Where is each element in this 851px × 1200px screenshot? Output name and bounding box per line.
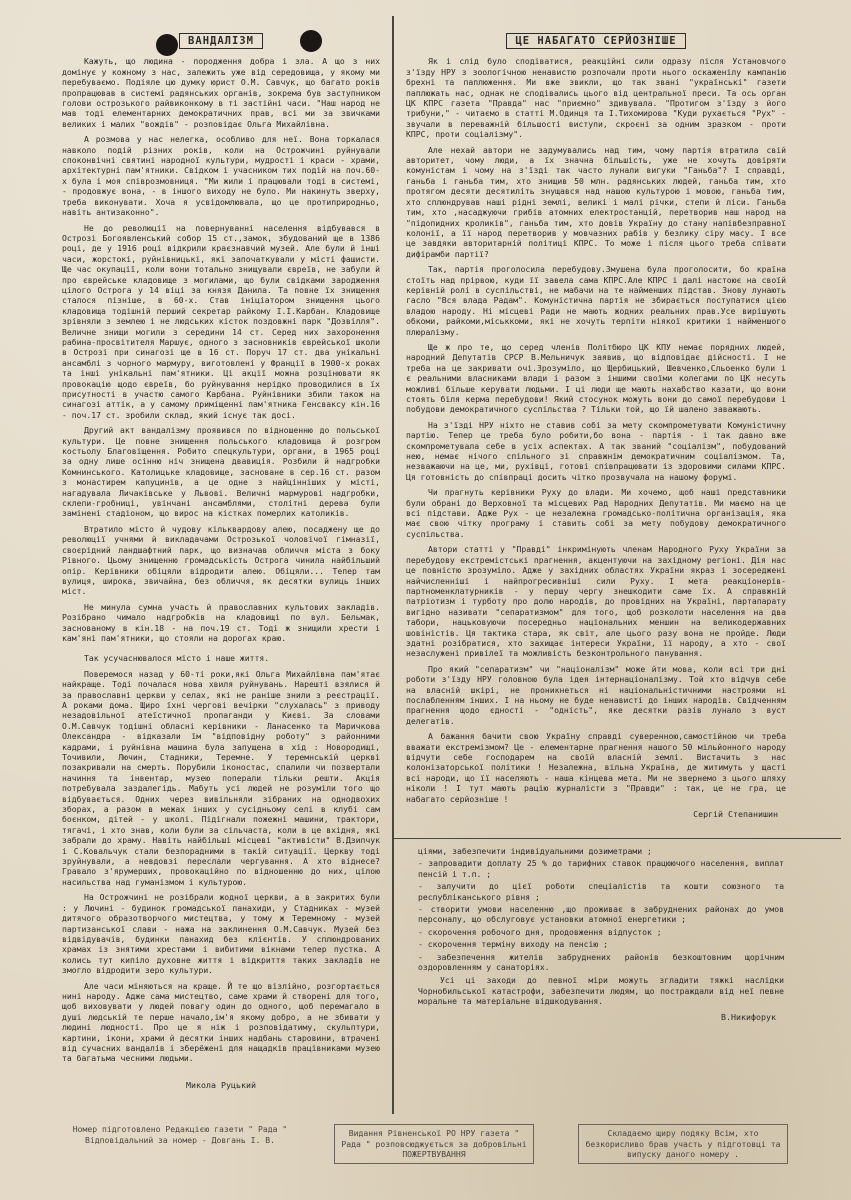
signature-right: Сергій Степанишин: [693, 809, 778, 820]
paragraph: Не минула сумна участь й православних культових закладів. Розібрано чимало надгробків на кладовищі по вул. Бельмак, заснованому в кін.18 - на поч.19 ст. Тоді ж знищили хрести і кам'яні пам'ятники, що стояли на дорогах краю.: [62, 601, 380, 643]
article-title-vandalism: ВАНДАЛІЗМ: [62, 36, 380, 46]
demand-item: - запровадити доплату 25 % до тарифних ставок працюючого населення, виплат пенсій і т.п. ;: [418, 858, 784, 879]
footer-publisher: Видання Рівненської РО НРУ газета " Рада " розповсюджується за добровільні ПОЖЕРТВУВАННЯ: [334, 1124, 534, 1164]
paragraph: Втратило місто й чудову кільквардову алею, посаджену ще до революції учнями й викладачами Острозької чоловічої гімназії, своєрідний ландшафтний парк, що визначав обличчя міста з боку Рівного. Цьому знищенню громадськість Острога чинила найбільший опір. Керівники обіцяли відродити алею. Обіцяли... Тепер там вулиця, широка, звичайна, без обличчя, як десятки вулиць інших міст.: [62, 523, 380, 597]
paragraph: Автори статті у "Правді" інкримінують членам Народного Руху України за перебудову екстремістські прагнення, акцентуючи на західному регіоні. Дія нас це повністю зрозуміло. Адже у західних областях України якраз і зосереджені найчисленніші і найпрогресивніші сили Руху. І мета реакціонерів-партноменклатурників - у першу чергу знешкодити саме їх. А справжній патріотизм і турботу про долю народів, до провідних на Україні, партапарату вигідно називати "сепаратизмом" для того, щоб розколоти населення на два табори, нацьковуючи посередньо національних меншин на великодержавних шовіністів. Ця тактика стара, як світ, але цього разу вона не пройде. Люди здатні розібратися, хто захищає інтереси України, її народу, а хто - свої незаслужені привілеї та можливість безконтрольного панування.: [406, 544, 786, 659]
paragraph: Не до революції на повернуванні населення відбувався в Острозі Богоявленський собор 15 ст.,замок, збудований ще в 1386 році, де у 1916 році відкрили краєзнавчий музей. Але були й інші часи, жорстокі, руйнівницькі, які започаткували у місті фашисти. Ще час окупації, коли вони тотально знищували євреїв, не забули й про єврейське кладовище з могилами, що були свідками зародження цілого Острога у 14 віці за князя Данила. Та повне їх знищення сталося пізніше, в 60-х. Став ініціатором знищення цього кладовища тодішній перший секретар райкому І.І.Карбан. Кладовище зрівняли з землею і не людських кісток поздовжні парк "Дозвілля". Величне знищи могили з середини 14 ст. Серед них захоронення рабина-просвітителя Маршує, одного з засновників єврейської школи в Острозі при синагозі ще в 16 ст. Поруч 17 ст. два унікальні ансамблі з чорного мармуру, виготовлені у Франції в 1900-х роках та інші унікальні пам'ятники. Ці акції можна розцінювати як провокацію щодо євреїв, бо руйнування нерідко проводилися в їх присутності в участю самого Карбана. Руйнівники збили також на синагозі аттік, а у самому приміщенні пам'ятника Генсваксу кін.16 - поч.17 ст. зробили склад, який існує так досі.: [62, 222, 380, 420]
paragraph: Але нехай автори не задумувались над тим, чому партія втратила свій авторитет, чому люди, а їх значна більшість, уже не хочуть довіряти комуністам і чому на з'їзді так часто лунали вигуки "Ганьба"? І справді, ганьба і ганьба тим, хто знищив 50 млн. радянських людей, ганьба тим, хто протягом десяти десятиліть знущався над нашою культурою і мовою, ганьба тим, хто сплюндрував наші рідні землі, великі і малі річки, степи й ліси. Ганьба тим, хто ,насаджуючи грибів атомних електростанцій, перетворив наш народ на "підопидних кроликів", ганьба тим, хто довів Україну до стану напівбезправної колонії, а її народ перетворив у мовчазних рабів у безлику сіру масу. І все це завдяки авторитарній політиці КПРС. То може і після цього треба співати дифірамби партії?: [406, 144, 786, 259]
right-column: [406, 24, 786, 819]
demands-intro: ціями, забезпечити індивідуальними дозиметрами ;: [418, 846, 652, 856]
paragraph: На Острожчині не розібрали жодної церкви, а в закритих були : у Лючині - будинок громадської панахиди, у Стадниках - музей дитячого образотворчого мистецтва, у тому ж Теремному - музей партизанської слави - нажа на заклинення О.М.Савчук. Музей без відвідувачів, будинки панахид без клієнтів. У сплюндрованих храмах із знятими хрестами і вибитими вікнами тепер пустка. А колись тут кипіло духовне життя і відкриття таких закладів не змогло відродити зеро культури.: [62, 892, 380, 976]
paragraph: А розмова у нас нелегка, особливо для неї. Вона торкалася навколо подій різних років, коли на Острожчині руйнували споконвічні святині народної культури, мудрості і краси - храми, архітектурні пам'ятники. Свідком і учасником тих подій на поч.60-х була і моя співрозмовниця. "Ми жили і працювали тоді в системі, - продовжує вона, - в іншого виходу не було. Ми накинуть зверху, треба виконувати. Хоча я усвідомлювала, що це протиприродньо, навіть антизаконно".: [62, 134, 380, 218]
demand-item: - скорочення терміну виходу на пенсію ;: [418, 939, 609, 950]
signature-demands: В.Никифорук: [721, 1011, 776, 1022]
paragraph: Ще ж про те, що серед членів Політбюро ЦК КПУ немає порядних людей, народний Депутатів СРСР В.Мельничук заявив, що відповідає дійсності. І не треба на це закривати очі.Зрозуміло, що Щербицький, Шевченко,Сльоенко були і є реальними власниками влади і разом з іншими своїми колегами по ЦК несуть можливі більше керувати людьми. І ці люди ще мають нахабство казати, що вони стоять біля керма перебудови! Який стосунок можуть вони до самої перебудови і побудови демократичного суспільства ? Тільки той, що їй шалено заважають.: [406, 341, 786, 415]
paragraph: Так усучаснювалося місто і наше життя.: [84, 653, 270, 664]
paragraph: Так, партія проголосила перебудову.Змушена була проголосити, бо країна стоїть над прірвою, куди її завела сама КПРС.Але КПРС і далі настоює на своїй керівній ролі в суспільстві, не мабачи на те найменших підстав. Знову лунають гасло "Вся влада Радам". Комуністична партія не збирається поступатися цією владою народу. Ні місцеві Ради не мають жодних реальних прав.Усе вирішують обкоми, райкоми,міськкоми, які не хочуть терпіти ніякої критики і найменшого плюралізму.: [406, 264, 786, 337]
paragraph: Чи прагнуть керівники Руху до влади. Ми хочемо, щоб наші представники були обрані до Верховної та місцевих Рад Народних Депутатів. Ми маємо на це всі підстави. Адже Рух - це незалежна громадсько-політична організація, яка має свою чітку програму і ставить собі за мету побудову демократичного суспільства.: [406, 487, 786, 539]
demand-item: - залучити до цієї роботи спеціалістів та кошти союзного та республіканського рівня ;: [418, 881, 784, 902]
footer-editorial: Номер підготовлено Редакцією газети " Рада " Відповідальний за номер - Довгань І. В.: [72, 1124, 288, 1145]
paragraph: Про який "сепаратизм" чи "націоналізм" може йти мова, коли всі три дні роботи з'їзду НРУ головною була ідея інтернаціоналізму. Той хто відчув себе на власній шкірі, не проникнеться ні національністичними настроями ні послабленням інших. І на ньому не буде ненависті до інших народів. Свідченням прагнення щодо єдності - "одність", яке десятки разів лунало з вуст делегатів.: [406, 663, 786, 726]
paragraph: Кажуть, що людина - породження добра і зла. А що з них домінує у кожному з нас, залежить уже від середовища, у якому ми перебуваємо. Подіяле цю думку юрист О.М. Савчук, що багато років пропрацював в системі радянських органів, зокрема був заступником голови острозького райвиконкому в ті застійні часи. "Наш народ не мав тоді елементарних демократичних прав, всі ми за звичками великих і малих "вождів" - розповідає Ольга Михайлівна.: [62, 56, 380, 129]
demand-item: - забезпечення жителів забруднених районів безкоштовним щорічним оздоровленням у санаторіях.: [418, 951, 784, 973]
left-column: [62, 24, 380, 1090]
paragraph: Але часи міняються на краще. Й те що візлійно, розгортається нині народу. Адже сама мистецтво, саме храми й створені для того, щоб виховувати у людей повагу один до одного, щоб перемагало в душі людській те перше начало,ім'я якому добро, а не збивати у людині людності. Про це я ніж і розповідатиму, скульптури, картини, ікони, храми й десятки інших надбань старовини, втрачені від сучасних вандалів і зберёжені для нащадків працівниками музею та багатьма чесними людьми.: [62, 980, 380, 1064]
footer-thanks: Складаємо щиру подяку Всім, хто безкорисливо брав участь у підготовці та випуску даного номеру .: [578, 1124, 788, 1164]
demands-section: [418, 846, 784, 1022]
paragraph: На з'їзді НРУ ніхто не ставив собі за мету скомпрометувати Комуністичну партію. Тепер це треба було робити,бо вона - партія - і так давно вже скомпрометувала себе в усіх аспектах. А так званий "соціалізм", побудований нею, немає нічого спільного зі справжнім демократичним соціалізмом. Та, незважаючи на це, ми, рухівці, готові співпрацювати із здоровими силами КПРС. Ця готовність до співпраці досить чітко прозвучала на нашому форумі.: [406, 419, 786, 482]
demands-closing: Усі ці заходи до певної міри можуть згладити тяжкі наслідки Чорнобильської катастрофи, забезпечити людям, що постраждали від неї певне моральне та матеріальне відшкодування.: [418, 975, 784, 1007]
paragraph: Другий акт вандалізму проявився по відношенню до польської культури. Це повне знищення польського кладовища й розгром костьолу Благовіщення. Робито спецкультури, органи, в 1965 році за одну лише осінню ніч знищена двавиція. Розбили й надгробки Комнинського. Католицьке кладовище, засноване в сер.16 ст. разом з монастирем капуцинів, а це одне з найцінніших у місті, нагадувала Личаківське у Львові. Величні мармурові надгробки, склепи-гробниці, увінчані ансамблями, столітні дерева були замінені стадіоном, що вирос на кістках померлих католиків.: [62, 425, 380, 519]
demand-item: - скорочення робочого дня, продовження відпусток ;: [418, 926, 662, 937]
paragraph: А бажання бачити свою Україну справді суверенною,самостійною чи треба вважати екстремізмом? Це - елементарне прагнення нашого 50 мільйонного народу відчути себе господарем на своїй власній землі. Вистачить з нас колонізаторської політики ! Незалежна, вільна Україна, де житимуть у щасті всі народи, що її населяють - наша кінцева мета. Ми не звернемо з цього шляху ніколи ! І тут мають рацію журналісти з "Правди" : так, це не гра, це набагато серйозніше !: [406, 731, 786, 804]
paragraph: Як і слід було сподіватися, реакційні сили одразу після Установчого з'їзду НРУ з зоологічною ненавистю розпочали проти нього оскаженілу кампанію брехні та паплюження. Ми вже звикли, що так звані "українські" газети паплюжать нас, однак не сподівались цього від центральної преси. Та ось орган ЦК КПРС газета "Правда" нас "приємно" здивувала. "Протигом з'їзду з його трибуни," - читаємо в статті М.Одинця та І.Тихомирова "Куди рухається "Рух" - звучали в переважній більшості виступи, скроєні за одним зразком - проти КПРС, проти соціалізму".: [406, 56, 786, 140]
article-title-serious: ЦЕ НАБАГАТО СЕРЙОЗНІШЕ: [406, 36, 786, 46]
demand-item: - створити умови населенню ,що проживає в забруднених районах до умов персоналу, що обслуговує установки атомної енергетики ;: [418, 904, 784, 925]
section-divider: [392, 838, 841, 839]
paragraph: Поверемося назад у 60-ті роки,які Ольга Михайлівна пам'ятає найкраще. Тоді почалася нова хвиля руйнувань. Нарешті взялися й за православні церкви у селах, які не раніше знили з реєстрації. А роками дома. Щиро їхні чергові вечірки "слухалась" з приводу незадовільної атеїстичної пропаганди у Києві. За словами О.М.Савчук тодішні обласні керівники - Ланасенко та Маричкова Олександра - відказали їм "відповідну роботу" з районними кадрами, і руйнівна машина була запущена в хід : Новородищі, Точивили, Лючин, Стадники, Теремне. У теремнській церкві позакривали на смерть. Порубили іконостас, спалили чи позвертали начиння та інвентар, музею поперали тільки решти. Акція потребувала заздалегідь. Мабуть усі людей не розуміли того що відбувається. Одних через вивільняли зібраних на однодвохих зборах, а разом в межах інших у сусідньому селі в клубі сам боєнком, дітей - у школі. Підігнали пожежні машини, трактори, тягачі, і хто знав, коли були за сільчаста, коли в це вхідня, які забрали до храму. Навіть найбільші місцеві "активісти" В.Дзипчук і С.Ковальчук стали безпорадними в такій ситуації. Церкву тоді зруйнували, а невдовзі переслали чергування. А хто віднесе? Гравало з'ярумерших, провокаційно по відношенню до них, цілою насильства над гуманізмом і культурою.: [62, 668, 380, 887]
signature-left: Микола Руцький: [186, 1079, 256, 1090]
column-divider: [392, 16, 394, 1114]
